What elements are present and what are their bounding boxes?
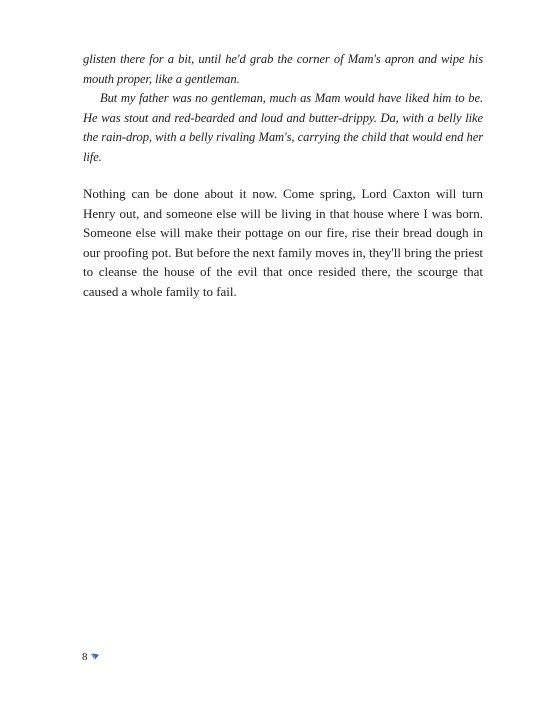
page-number: 8	[82, 651, 88, 663]
excerpt-paragraph-1: glisten there for a bit, until he'd grab the corner of Mam's apron and wipe his mouth proper, like a gentleman.	[83, 52, 483, 86]
leaf-ornament-icon	[90, 652, 100, 662]
page-footer	[82, 651, 100, 663]
italic-excerpt	[83, 50, 483, 167]
excerpt-paragraph-2: But my father was no gentleman, much as Mam would have liked him to be. He was stout and red-bearded and loud and butter-drippy. Da, with a belly like the rain-drop, with a belly rivaling Mam's, carrying the child that would end her life.	[83, 91, 483, 164]
body-paragraph-1: Nothing can be done about it now. Come spring, Lord Caxton will turn Henry out, and someone else will be living in that house where I was born. Someone else will make their pottage on our fire, rise their bread dough in our proofing pot. But before the next family moves in, they'll bring the priest to cleanse the house of the evil that once resided there, the scourge that caused a whole family to fail.	[83, 186, 483, 299]
body-text	[83, 184, 483, 301]
